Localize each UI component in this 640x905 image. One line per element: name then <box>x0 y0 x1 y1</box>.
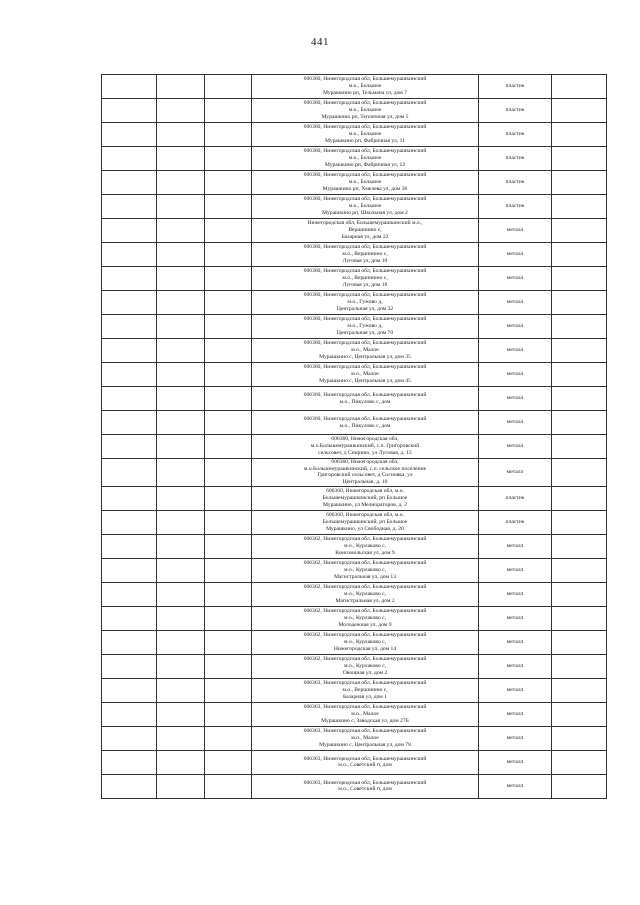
table-row <box>102 654 607 678</box>
empty-cell <box>157 339 205 363</box>
empty-cell <box>205 123 252 147</box>
table-row <box>102 75 607 99</box>
table-row <box>102 171 607 195</box>
table-row <box>102 678 607 702</box>
empty-cell <box>552 147 607 171</box>
empty-cell <box>205 654 252 678</box>
empty-cell <box>552 654 607 678</box>
empty-cell <box>102 702 157 726</box>
empty-cell <box>157 291 205 315</box>
address-cell: 606363, Нижегородская обл, Большемурашкинский м.о., Советский п, дом <box>252 774 479 798</box>
material-cell: металл <box>479 411 552 435</box>
empty-cell <box>157 534 205 558</box>
table-row <box>102 630 607 654</box>
material-cell: металл <box>479 582 552 606</box>
empty-cell <box>205 75 252 99</box>
address-cell: 606363, Нижегородская обл, Большемурашкинский м.о., Советский п, дом <box>252 750 479 774</box>
empty-cell <box>552 411 607 435</box>
empty-cell <box>157 315 205 339</box>
registry-table <box>101 74 607 799</box>
empty-cell <box>102 219 157 243</box>
address-cell: 606360, Нижегородская обл, Большемурашкинский м.о., Большое Мурашкино рп, Тельмана ул, дом 7 <box>252 75 479 99</box>
empty-cell <box>157 750 205 774</box>
table-row <box>102 243 607 267</box>
empty-cell <box>157 363 205 387</box>
empty-cell <box>205 558 252 582</box>
address-cell: 606360, Нижегородская обл, Большемурашкинский м.о., Вершинино с, Луговая ул, дом 18 <box>252 267 479 291</box>
empty-cell <box>552 363 607 387</box>
empty-cell <box>102 630 157 654</box>
address-cell: Нижегородская обл, Большемурашкинский м.о., Вершинино с, Базарная ул, дом 22 <box>252 219 479 243</box>
empty-cell <box>157 243 205 267</box>
empty-cell <box>205 99 252 123</box>
empty-cell <box>102 315 157 339</box>
empty-cell <box>102 726 157 750</box>
empty-cell <box>552 726 607 750</box>
empty-cell <box>552 630 607 654</box>
material-cell: металл <box>479 558 552 582</box>
empty-cell <box>552 510 607 534</box>
material-cell: пластик <box>479 123 552 147</box>
empty-cell <box>157 411 205 435</box>
table-row <box>102 363 607 387</box>
address-cell: 606363, Нижегородская обл, Большемурашкинский м.о., Малое Мурашкино с, Центральная ул, дом 78 <box>252 726 479 750</box>
empty-cell <box>157 387 205 411</box>
empty-cell <box>205 435 252 459</box>
empty-cell <box>552 435 607 459</box>
empty-cell <box>205 510 252 534</box>
empty-cell <box>102 678 157 702</box>
empty-cell <box>205 774 252 798</box>
address-cell: 606360, Нижегородская обл, Большемурашкинский м.о., Малое Мурашкино с, Центральная ул, дом 45 <box>252 363 479 387</box>
empty-cell <box>552 606 607 630</box>
material-cell: металл <box>479 339 552 363</box>
address-cell: 606360, Нижегородская обл, Большемурашкинский м.о., Пикулово с, дом <box>252 411 479 435</box>
empty-cell <box>552 702 607 726</box>
empty-cell <box>157 774 205 798</box>
empty-cell <box>102 363 157 387</box>
empty-cell <box>552 774 607 798</box>
material-cell: пластик <box>479 147 552 171</box>
table-row <box>102 291 607 315</box>
empty-cell <box>102 486 157 510</box>
empty-cell <box>102 99 157 123</box>
empty-cell <box>102 147 157 171</box>
address-cell: 606362, Нижегородская обл, Большемурашкинский м.о., Курлаково с, Овощная ул, дом 2 <box>252 654 479 678</box>
empty-cell <box>102 387 157 411</box>
empty-cell <box>102 267 157 291</box>
empty-cell <box>205 315 252 339</box>
material-cell: металл <box>479 678 552 702</box>
material-cell: металл <box>479 291 552 315</box>
address-cell: 606362, Нижегородская обл, Большемурашкинский м.о., Курлаково с, Магистральная ул, дом 2 <box>252 582 479 606</box>
empty-cell <box>205 171 252 195</box>
empty-cell <box>157 702 205 726</box>
empty-cell <box>157 558 205 582</box>
empty-cell <box>102 510 157 534</box>
material-cell: металл <box>479 774 552 798</box>
address-cell: 606360, Нижегородская обл, Большемурашкинский м.о., Большое Мурашкино рп, Фабричная ул, 11 <box>252 123 479 147</box>
empty-cell <box>157 123 205 147</box>
material-cell: металл <box>479 363 552 387</box>
empty-cell <box>552 267 607 291</box>
table-row <box>102 387 607 411</box>
material-cell: пластик <box>479 510 552 534</box>
empty-cell <box>205 267 252 291</box>
material-cell: металл <box>479 387 552 411</box>
empty-cell <box>102 411 157 435</box>
address-cell: 606360, Нижегородская обл, Большемурашкинский м.о., Гужово д, Центральная ул, дом 70 <box>252 315 479 339</box>
material-cell: металл <box>479 534 552 558</box>
address-cell: 606360, Нижегородская обл, Большемурашкинский м.о., Большое Мурашкино рп, Фабричная ул, 12 <box>252 147 479 171</box>
empty-cell <box>102 339 157 363</box>
empty-cell <box>157 99 205 123</box>
material-cell: пластик <box>479 195 552 219</box>
empty-cell <box>157 654 205 678</box>
page-number: 441 <box>311 36 329 48</box>
empty-cell <box>157 678 205 702</box>
table-row <box>102 702 607 726</box>
empty-cell <box>102 75 157 99</box>
table-row <box>102 123 607 147</box>
empty-cell <box>552 219 607 243</box>
empty-cell <box>102 558 157 582</box>
empty-cell <box>552 534 607 558</box>
empty-cell <box>552 315 607 339</box>
empty-cell <box>157 459 205 487</box>
material-cell: пластик <box>479 75 552 99</box>
empty-cell <box>102 534 157 558</box>
table-row <box>102 195 607 219</box>
material-cell: металл <box>479 315 552 339</box>
address-cell: 606360, Нижегородская обл, Большемурашкинский м.о., Большое Мурашкино рп, Школьная ул, дом 2 <box>252 195 479 219</box>
empty-cell <box>102 606 157 630</box>
empty-cell <box>205 750 252 774</box>
empty-cell <box>205 606 252 630</box>
material-cell: металл <box>479 654 552 678</box>
empty-cell <box>205 339 252 363</box>
empty-cell <box>552 387 607 411</box>
material-cell: металл <box>479 750 552 774</box>
empty-cell <box>552 75 607 99</box>
empty-cell <box>102 435 157 459</box>
empty-cell <box>157 726 205 750</box>
empty-cell <box>552 678 607 702</box>
material-cell: металл <box>479 702 552 726</box>
empty-cell <box>552 459 607 487</box>
address-cell: 606360, Нижегородская обл, м.о.Большемурашкинский, с.п. Григоровский сельсовет, д Спирино, ул Луговая, д. 12 <box>252 435 479 459</box>
address-cell: 606362, Нижегородская обл, Большемурашкинский м.о., Курлаково с, Молодежная ул, дом 9 <box>252 606 479 630</box>
empty-cell <box>205 534 252 558</box>
empty-cell <box>157 486 205 510</box>
table-row <box>102 486 607 510</box>
material-cell: металл <box>479 606 552 630</box>
empty-cell <box>157 510 205 534</box>
empty-cell <box>205 387 252 411</box>
address-cell: 606360, Нижегородская обл, м.о. Большемурашкинский, рп Большое Мурашкино, ул Мелиораторов, д. 2 <box>252 486 479 510</box>
empty-cell <box>157 435 205 459</box>
address-cell: 606360, Нижегородская обл, м.о. Большемурашкинский, рп Большое Мурашкино, ул Свободная, д. 20 <box>252 510 479 534</box>
empty-cell <box>157 147 205 171</box>
table-row <box>102 582 607 606</box>
address-cell: 606360, Нижегородская обл, Большемурашкинский м.о., Малое Мурашкино с, Центральная ул, дом 35 <box>252 339 479 363</box>
table-row <box>102 534 607 558</box>
empty-cell <box>552 750 607 774</box>
empty-cell <box>205 486 252 510</box>
table-row <box>102 459 607 487</box>
table-row <box>102 435 607 459</box>
address-cell: 606360, Нижегородская обл, Большемурашкинский м.о., Большое Мурашкино рп, Тепличная ул, дом 5 <box>252 99 479 123</box>
empty-cell <box>552 171 607 195</box>
table-row <box>102 411 607 435</box>
material-cell: металл <box>479 435 552 459</box>
empty-cell <box>157 267 205 291</box>
empty-cell <box>205 291 252 315</box>
empty-cell <box>552 486 607 510</box>
empty-cell <box>102 243 157 267</box>
table-row <box>102 510 607 534</box>
table-row <box>102 315 607 339</box>
empty-cell <box>552 195 607 219</box>
table-row <box>102 147 607 171</box>
empty-cell <box>552 582 607 606</box>
empty-cell <box>205 726 252 750</box>
table-row <box>102 99 607 123</box>
empty-cell <box>102 291 157 315</box>
address-cell: 606360, Нижегородская обл, Большемурашкинский м.о., Гужово д, Центральная ул, дом 32 <box>252 291 479 315</box>
empty-cell <box>205 219 252 243</box>
empty-cell <box>102 171 157 195</box>
empty-cell <box>205 582 252 606</box>
address-cell: 606362, Нижегородская обл, Большемурашкинский м.о., Курлаково с, Нижегородская ул, дом 14 <box>252 630 479 654</box>
empty-cell <box>552 123 607 147</box>
table-row <box>102 558 607 582</box>
table-row <box>102 774 607 798</box>
empty-cell <box>205 702 252 726</box>
table-row <box>102 267 607 291</box>
empty-cell <box>205 243 252 267</box>
empty-cell <box>205 147 252 171</box>
table-row <box>102 750 607 774</box>
empty-cell <box>552 243 607 267</box>
empty-cell <box>102 195 157 219</box>
material-cell: пластик <box>479 486 552 510</box>
empty-cell <box>205 195 252 219</box>
material-cell: металл <box>479 459 552 487</box>
material-cell: металл <box>479 267 552 291</box>
table-row <box>102 339 607 363</box>
empty-cell <box>102 774 157 798</box>
empty-cell <box>205 630 252 654</box>
table-row <box>102 726 607 750</box>
table-row <box>102 606 607 630</box>
empty-cell <box>157 219 205 243</box>
address-cell: 606360, Нижегородская обл, Большемурашкинский м.о., Большое Мурашкино рп, Хмелева ул, дом 36 <box>252 171 479 195</box>
empty-cell <box>552 558 607 582</box>
material-cell: металл <box>479 630 552 654</box>
empty-cell <box>552 291 607 315</box>
address-cell: 606360, Нижегородская обл, м.о.Большемурашкинский, с.п. сельское поселение Григоровский сельсовет, д Сосновка, ул Центральная, д. 10 <box>252 459 479 487</box>
empty-cell <box>157 195 205 219</box>
empty-cell <box>102 582 157 606</box>
material-cell: пластик <box>479 171 552 195</box>
empty-cell <box>102 750 157 774</box>
address-cell: 606363, Нижегородская обл, Большемурашкинский м.о., Малое Мурашкино с, Заводская ул, дом 27Б <box>252 702 479 726</box>
empty-cell <box>102 123 157 147</box>
empty-cell <box>157 582 205 606</box>
empty-cell <box>157 75 205 99</box>
address-cell: 606360, Нижегородская обл, Большемурашкинский м.о., Пикулово с, дом <box>252 387 479 411</box>
empty-cell <box>205 363 252 387</box>
empty-cell <box>157 606 205 630</box>
empty-cell <box>157 630 205 654</box>
address-cell: 606362, Нижегородская обл, Большемурашкинский м.о., Курлаково с, Магистральная ул, дом 13 <box>252 558 479 582</box>
empty-cell <box>157 171 205 195</box>
material-cell: металл <box>479 219 552 243</box>
empty-cell <box>205 678 252 702</box>
empty-cell <box>205 459 252 487</box>
material-cell: пластик <box>479 99 552 123</box>
empty-cell <box>552 339 607 363</box>
table-row <box>102 219 607 243</box>
empty-cell <box>552 99 607 123</box>
empty-cell <box>102 459 157 487</box>
empty-cell <box>205 411 252 435</box>
address-cell: 606363, Нижегородская обл, Большемурашкинский м.о., Вершинино с, Базарная ул, дом 1 <box>252 678 479 702</box>
material-cell: металл <box>479 726 552 750</box>
material-cell: металл <box>479 243 552 267</box>
address-cell: 606360, Нижегородская обл, Большемурашкинский м.о., Вершинино с, Луговая ул, дом 10 <box>252 243 479 267</box>
address-cell: 606362, Нижегородская обл, Большемурашкинский м.о., Курлаково с, Комсомольская ул, дом 9 <box>252 534 479 558</box>
empty-cell <box>102 654 157 678</box>
